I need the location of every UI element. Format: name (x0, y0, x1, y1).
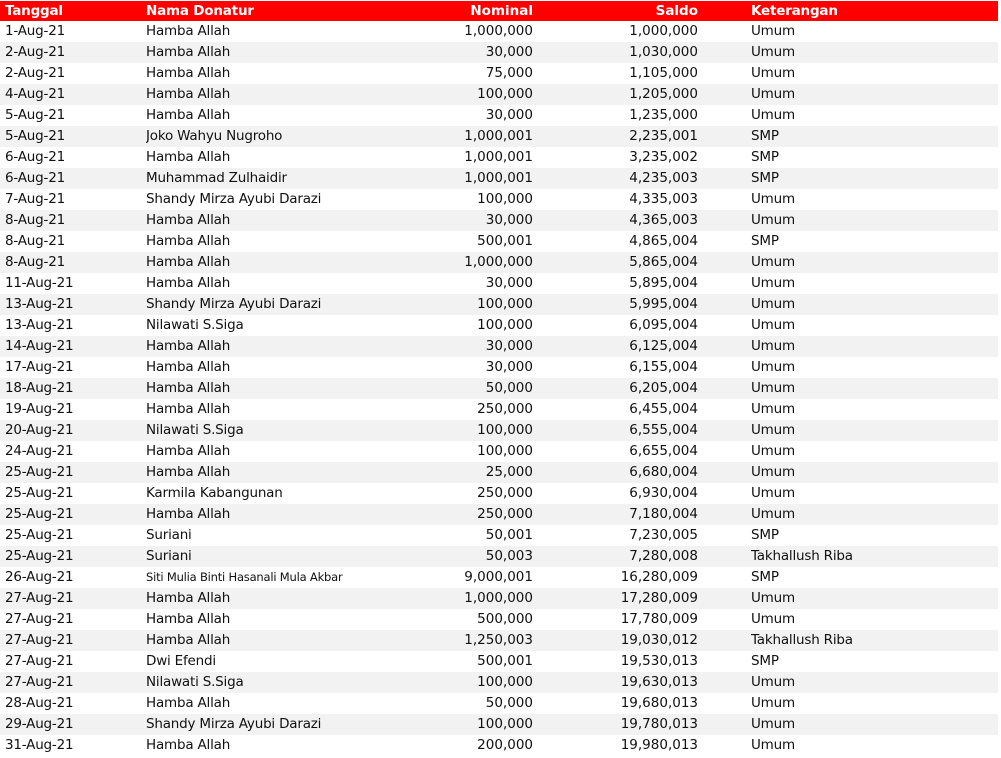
cell-nominal[interactable]: 30,000 (485, 338, 533, 354)
cell-nama-donatur[interactable]: Shandy Mirza Ayubi Darazi (146, 296, 322, 312)
cell-tanggal[interactable]: 7-Aug-21 (5, 191, 65, 207)
cell-nama-donatur[interactable]: Siti Mulia Binti Hasanali Mula Akbar (146, 570, 343, 584)
cell-keterangan[interactable]: Umum (751, 611, 795, 627)
cell-saldo[interactable]: 1,105,000 (629, 65, 698, 81)
cell-nama-donatur[interactable]: Shandy Mirza Ayubi Darazi (146, 191, 322, 207)
cell-tanggal[interactable]: 8-Aug-21 (5, 233, 65, 249)
cell-nama-donatur[interactable]: Joko Wahyu Nugroho (146, 128, 283, 144)
cell-tanggal[interactable]: 11-Aug-21 (5, 275, 74, 291)
cell-saldo[interactable]: 6,680,004 (629, 464, 698, 480)
cell-saldo[interactable]: 6,655,004 (629, 443, 698, 459)
cell-nominal[interactable]: 1,000,000 (464, 254, 533, 270)
table-row (0, 588, 998, 609)
cell-keterangan[interactable]: SMP (751, 569, 779, 585)
cell-nominal[interactable]: 250,000 (477, 401, 533, 417)
cell-nominal[interactable]: 500,001 (477, 233, 533, 249)
header-tanggal[interactable]: Tanggal (5, 3, 63, 19)
cell-nama-donatur[interactable]: Hamba Allah (146, 107, 231, 123)
cell-tanggal[interactable]: 14-Aug-21 (5, 338, 74, 354)
cell-keterangan[interactable]: Umum (751, 380, 795, 396)
table-row (0, 189, 998, 210)
cell-tanggal[interactable]: 8-Aug-21 (5, 254, 65, 270)
cell-nominal[interactable]: 1,000,000 (464, 590, 533, 606)
cell-nominal[interactable]: 30,000 (485, 359, 533, 375)
cell-keterangan[interactable]: Umum (751, 275, 795, 291)
cell-tanggal[interactable]: 25-Aug-21 (5, 506, 74, 522)
cell-saldo[interactable]: 6,155,004 (629, 359, 698, 375)
table-row (0, 357, 998, 378)
table-row (0, 294, 998, 315)
cell-keterangan[interactable]: Umum (751, 254, 795, 270)
cell-keterangan[interactable]: Umum (751, 695, 795, 711)
cell-tanggal[interactable]: 26-Aug-21 (5, 569, 74, 585)
donation-ledger-table (0, 1, 998, 756)
cell-nominal[interactable]: 500,001 (477, 653, 533, 669)
table-row (0, 462, 998, 483)
cell-saldo[interactable]: 19,680,013 (620, 695, 698, 711)
cell-saldo[interactable]: 4,365,003 (629, 212, 698, 228)
table-row (0, 735, 998, 756)
table-header-row (0, 1, 998, 21)
cell-nama-donatur[interactable]: Hamba Allah (146, 401, 231, 417)
cell-tanggal[interactable]: 27-Aug-21 (5, 653, 74, 669)
cell-saldo[interactable]: 6,125,004 (629, 338, 698, 354)
table-row (0, 315, 998, 336)
cell-nominal[interactable]: 50,003 (485, 548, 533, 564)
cell-nominal[interactable]: 100,000 (477, 317, 533, 333)
cell-nama-donatur[interactable]: Hamba Allah (146, 464, 231, 480)
cell-tanggal[interactable]: 27-Aug-21 (5, 611, 74, 627)
cell-nominal[interactable]: 250,000 (477, 506, 533, 522)
cell-nominal[interactable]: 250,000 (477, 485, 533, 501)
cell-nama-donatur[interactable]: Hamba Allah (146, 632, 231, 648)
table-row (0, 693, 998, 714)
cell-nama-donatur[interactable]: Hamba Allah (146, 506, 231, 522)
cell-tanggal[interactable]: 4-Aug-21 (5, 86, 65, 102)
cell-nama-donatur[interactable]: Hamba Allah (146, 737, 231, 753)
table-row (0, 21, 998, 42)
cell-nama-donatur[interactable]: Hamba Allah (146, 233, 231, 249)
table-row (0, 105, 998, 126)
cell-tanggal[interactable]: 8-Aug-21 (5, 212, 65, 228)
cell-keterangan[interactable]: Umum (751, 485, 795, 501)
cell-nama-donatur[interactable]: Hamba Allah (146, 359, 231, 375)
cell-tanggal[interactable]: 27-Aug-21 (5, 674, 74, 690)
cell-saldo[interactable]: 16,280,009 (620, 569, 698, 585)
cell-saldo[interactable]: 17,280,009 (620, 590, 698, 606)
table-row (0, 420, 998, 441)
cell-saldo[interactable]: 6,555,004 (629, 422, 698, 438)
cell-keterangan[interactable]: SMP (751, 653, 779, 669)
cell-keterangan[interactable]: Takhallush Riba (751, 632, 853, 648)
cell-saldo[interactable]: 4,865,004 (629, 233, 698, 249)
cell-keterangan[interactable]: Takhallush Riba (751, 548, 853, 564)
table-row (0, 147, 998, 168)
table-row (0, 63, 998, 84)
cell-nama-donatur[interactable]: Hamba Allah (146, 65, 231, 81)
cell-saldo[interactable]: 5,995,004 (629, 296, 698, 312)
cell-tanggal[interactable]: 5-Aug-21 (5, 128, 65, 144)
cell-nominal[interactable]: 30,000 (485, 275, 533, 291)
cell-saldo[interactable]: 19,780,013 (620, 716, 698, 732)
cell-nama-donatur[interactable]: Hamba Allah (146, 86, 231, 102)
cell-saldo[interactable]: 7,180,004 (629, 506, 698, 522)
cell-nominal[interactable]: 1,000,001 (464, 170, 533, 186)
cell-nominal[interactable]: 100,000 (477, 422, 533, 438)
cell-keterangan[interactable]: SMP (751, 149, 779, 165)
cell-keterangan[interactable]: Umum (751, 716, 795, 732)
cell-tanggal[interactable]: 5-Aug-21 (5, 107, 65, 123)
cell-nama-donatur[interactable]: Suriani (146, 527, 192, 543)
cell-keterangan[interactable]: SMP (751, 233, 779, 249)
cell-keterangan[interactable]: Umum (751, 107, 795, 123)
cell-nama-donatur[interactable]: Hamba Allah (146, 611, 231, 627)
cell-nominal[interactable]: 30,000 (485, 212, 533, 228)
cell-keterangan[interactable]: Umum (751, 443, 795, 459)
cell-nominal[interactable]: 100,000 (477, 296, 533, 312)
cell-nama-donatur[interactable]: Hamba Allah (146, 275, 231, 291)
cell-saldo[interactable]: 4,335,003 (629, 191, 698, 207)
header-keterangan[interactable]: Keterangan (751, 3, 838, 19)
cell-saldo[interactable]: 6,930,004 (629, 485, 698, 501)
table-row (0, 336, 998, 357)
cell-nominal[interactable]: 100,000 (477, 443, 533, 459)
cell-nominal[interactable]: 50,000 (485, 380, 533, 396)
cell-keterangan[interactable]: Umum (751, 674, 795, 690)
cell-nominal[interactable]: 75,000 (485, 65, 533, 81)
cell-nominal[interactable]: 100,000 (477, 191, 533, 207)
table-row (0, 525, 998, 546)
cell-keterangan[interactable]: Umum (751, 338, 795, 354)
cell-saldo[interactable]: 6,455,004 (629, 401, 698, 417)
cell-nominal[interactable]: 9,000,001 (464, 569, 533, 585)
cell-saldo[interactable]: 6,095,004 (629, 317, 698, 333)
cell-tanggal[interactable]: 1-Aug-21 (5, 23, 65, 39)
table-row (0, 168, 998, 189)
cell-nama-donatur[interactable]: Muhammad Zulhaidir (146, 170, 287, 186)
cell-keterangan[interactable]: Umum (751, 401, 795, 417)
cell-nominal[interactable]: 30,000 (485, 107, 533, 123)
cell-saldo[interactable]: 19,530,013 (620, 653, 698, 669)
cell-tanggal[interactable]: 13-Aug-21 (5, 296, 74, 312)
cell-keterangan[interactable]: Umum (751, 65, 795, 81)
table-row (0, 504, 998, 525)
table-row (0, 273, 998, 294)
cell-saldo[interactable]: 7,280,008 (629, 548, 698, 564)
cell-keterangan[interactable]: Umum (751, 464, 795, 480)
table-row (0, 567, 998, 588)
cell-tanggal[interactable]: 6-Aug-21 (5, 149, 65, 165)
cell-tanggal[interactable]: 25-Aug-21 (5, 464, 74, 480)
cell-keterangan[interactable]: Umum (751, 590, 795, 606)
cell-nama-donatur[interactable]: Hamba Allah (146, 590, 231, 606)
table-row (0, 609, 998, 630)
cell-saldo[interactable]: 5,895,004 (629, 275, 698, 291)
table-row (0, 84, 998, 105)
cell-nominal[interactable]: 1,000,001 (464, 149, 533, 165)
cell-tanggal[interactable]: 2-Aug-21 (5, 44, 65, 60)
cell-nama-donatur[interactable]: Nilawati S.Siga (146, 674, 244, 690)
cell-keterangan[interactable]: Umum (751, 23, 795, 39)
cell-tanggal[interactable]: 2-Aug-21 (5, 65, 65, 81)
cell-nama-donatur[interactable]: Nilawati S.Siga (146, 317, 244, 333)
cell-tanggal[interactable]: 20-Aug-21 (5, 422, 74, 438)
cell-nominal[interactable]: 100,000 (477, 674, 533, 690)
cell-nominal[interactable]: 500,000 (477, 611, 533, 627)
cell-tanggal[interactable]: 19-Aug-21 (5, 401, 74, 417)
cell-nama-donatur[interactable]: Hamba Allah (146, 23, 231, 39)
cell-keterangan[interactable]: Umum (751, 359, 795, 375)
table-row (0, 378, 998, 399)
cell-nominal[interactable]: 100,000 (477, 86, 533, 102)
cell-saldo[interactable]: 4,235,003 (629, 170, 698, 186)
cell-nama-donatur[interactable]: Dwi Efendi (146, 653, 216, 669)
cell-saldo[interactable]: 19,030,012 (620, 632, 698, 648)
cell-tanggal[interactable]: 27-Aug-21 (5, 632, 74, 648)
cell-nama-donatur[interactable]: Hamba Allah (146, 254, 231, 270)
table-row (0, 546, 998, 567)
cell-keterangan[interactable]: Umum (751, 422, 795, 438)
cell-keterangan[interactable]: Umum (751, 191, 795, 207)
header-nama-donatur[interactable]: Nama Donatur (146, 3, 254, 19)
cell-saldo[interactable]: 1,235,000 (629, 107, 698, 123)
cell-saldo[interactable]: 19,980,013 (620, 737, 698, 753)
cell-tanggal[interactable]: 25-Aug-21 (5, 485, 74, 501)
cell-tanggal[interactable]: 25-Aug-21 (5, 527, 74, 543)
cell-saldo[interactable]: 17,780,009 (620, 611, 698, 627)
cell-nama-donatur[interactable]: Hamba Allah (146, 380, 231, 396)
cell-tanggal[interactable]: 27-Aug-21 (5, 590, 74, 606)
cell-tanggal[interactable]: 17-Aug-21 (5, 359, 74, 375)
header-nominal[interactable]: Nominal (470, 3, 533, 19)
cell-saldo[interactable]: 1,205,000 (629, 86, 698, 102)
cell-nama-donatur[interactable]: Hamba Allah (146, 695, 231, 711)
cell-nominal[interactable]: 1,250,003 (464, 632, 533, 648)
cell-saldo[interactable]: 7,230,005 (629, 527, 698, 543)
cell-nominal[interactable]: 1,000,001 (464, 128, 533, 144)
table-row (0, 630, 998, 651)
cell-nama-donatur[interactable]: Hamba Allah (146, 443, 231, 459)
table-row (0, 42, 998, 63)
table-row (0, 252, 998, 273)
cell-nama-donatur[interactable]: Hamba Allah (146, 338, 231, 354)
table-row (0, 231, 998, 252)
cell-keterangan[interactable]: SMP (751, 128, 779, 144)
cell-nama-donatur[interactable]: Nilawati S.Siga (146, 422, 244, 438)
cell-nominal[interactable]: 50,000 (485, 695, 533, 711)
cell-keterangan[interactable]: Umum (751, 44, 795, 60)
cell-keterangan[interactable]: Umum (751, 212, 795, 228)
cell-saldo[interactable]: 1,000,000 (629, 23, 698, 39)
cell-saldo[interactable]: 1,030,000 (629, 44, 698, 60)
cell-keterangan[interactable]: Umum (751, 86, 795, 102)
cell-saldo[interactable]: 2,235,001 (629, 128, 698, 144)
cell-tanggal[interactable]: 13-Aug-21 (5, 317, 74, 333)
cell-nama-donatur[interactable]: Shandy Mirza Ayubi Darazi (146, 716, 322, 732)
cell-keterangan[interactable]: Umum (751, 296, 795, 312)
cell-tanggal[interactable]: 28-Aug-21 (5, 695, 74, 711)
cell-tanggal[interactable]: 24-Aug-21 (5, 443, 74, 459)
cell-nominal[interactable]: 50,001 (485, 527, 533, 543)
cell-tanggal[interactable]: 18-Aug-21 (5, 380, 74, 396)
table-row (0, 210, 998, 231)
cell-tanggal[interactable]: 31-Aug-21 (5, 737, 74, 753)
table-body (0, 21, 998, 756)
cell-keterangan[interactable]: Umum (751, 317, 795, 333)
cell-saldo[interactable]: 19,630,013 (620, 674, 698, 690)
cell-nominal[interactable]: 25,000 (485, 464, 533, 480)
table-row (0, 483, 998, 504)
cell-nama-donatur[interactable]: Hamba Allah (146, 44, 231, 60)
cell-nama-donatur[interactable]: Suriani (146, 548, 192, 564)
cell-keterangan[interactable]: Umum (751, 737, 795, 753)
cell-saldo[interactable]: 3,235,002 (629, 149, 698, 165)
header-saldo[interactable]: Saldo (655, 3, 698, 19)
cell-saldo[interactable]: 6,205,004 (629, 380, 698, 396)
table-row (0, 714, 998, 735)
table-row (0, 672, 998, 693)
table-row (0, 126, 998, 147)
cell-nominal[interactable]: 100,000 (477, 716, 533, 732)
table-row (0, 399, 998, 420)
cell-tanggal[interactable]: 25-Aug-21 (5, 548, 74, 564)
cell-tanggal[interactable]: 6-Aug-21 (5, 170, 65, 186)
cell-keterangan[interactable]: SMP (751, 170, 779, 186)
cell-nominal[interactable]: 1,000,000 (464, 23, 533, 39)
cell-saldo[interactable]: 5,865,004 (629, 254, 698, 270)
cell-nama-donatur[interactable]: Hamba Allah (146, 149, 231, 165)
table-row (0, 441, 998, 462)
cell-tanggal[interactable]: 29-Aug-21 (5, 716, 74, 732)
cell-nominal[interactable]: 200,000 (477, 737, 533, 753)
cell-keterangan[interactable]: Umum (751, 506, 795, 522)
cell-nama-donatur[interactable]: Hamba Allah (146, 212, 231, 228)
cell-keterangan[interactable]: SMP (751, 527, 779, 543)
cell-nominal[interactable]: 30,000 (485, 44, 533, 60)
table-row (0, 651, 998, 672)
cell-nama-donatur[interactable]: Karmila Kabangunan (146, 485, 283, 501)
